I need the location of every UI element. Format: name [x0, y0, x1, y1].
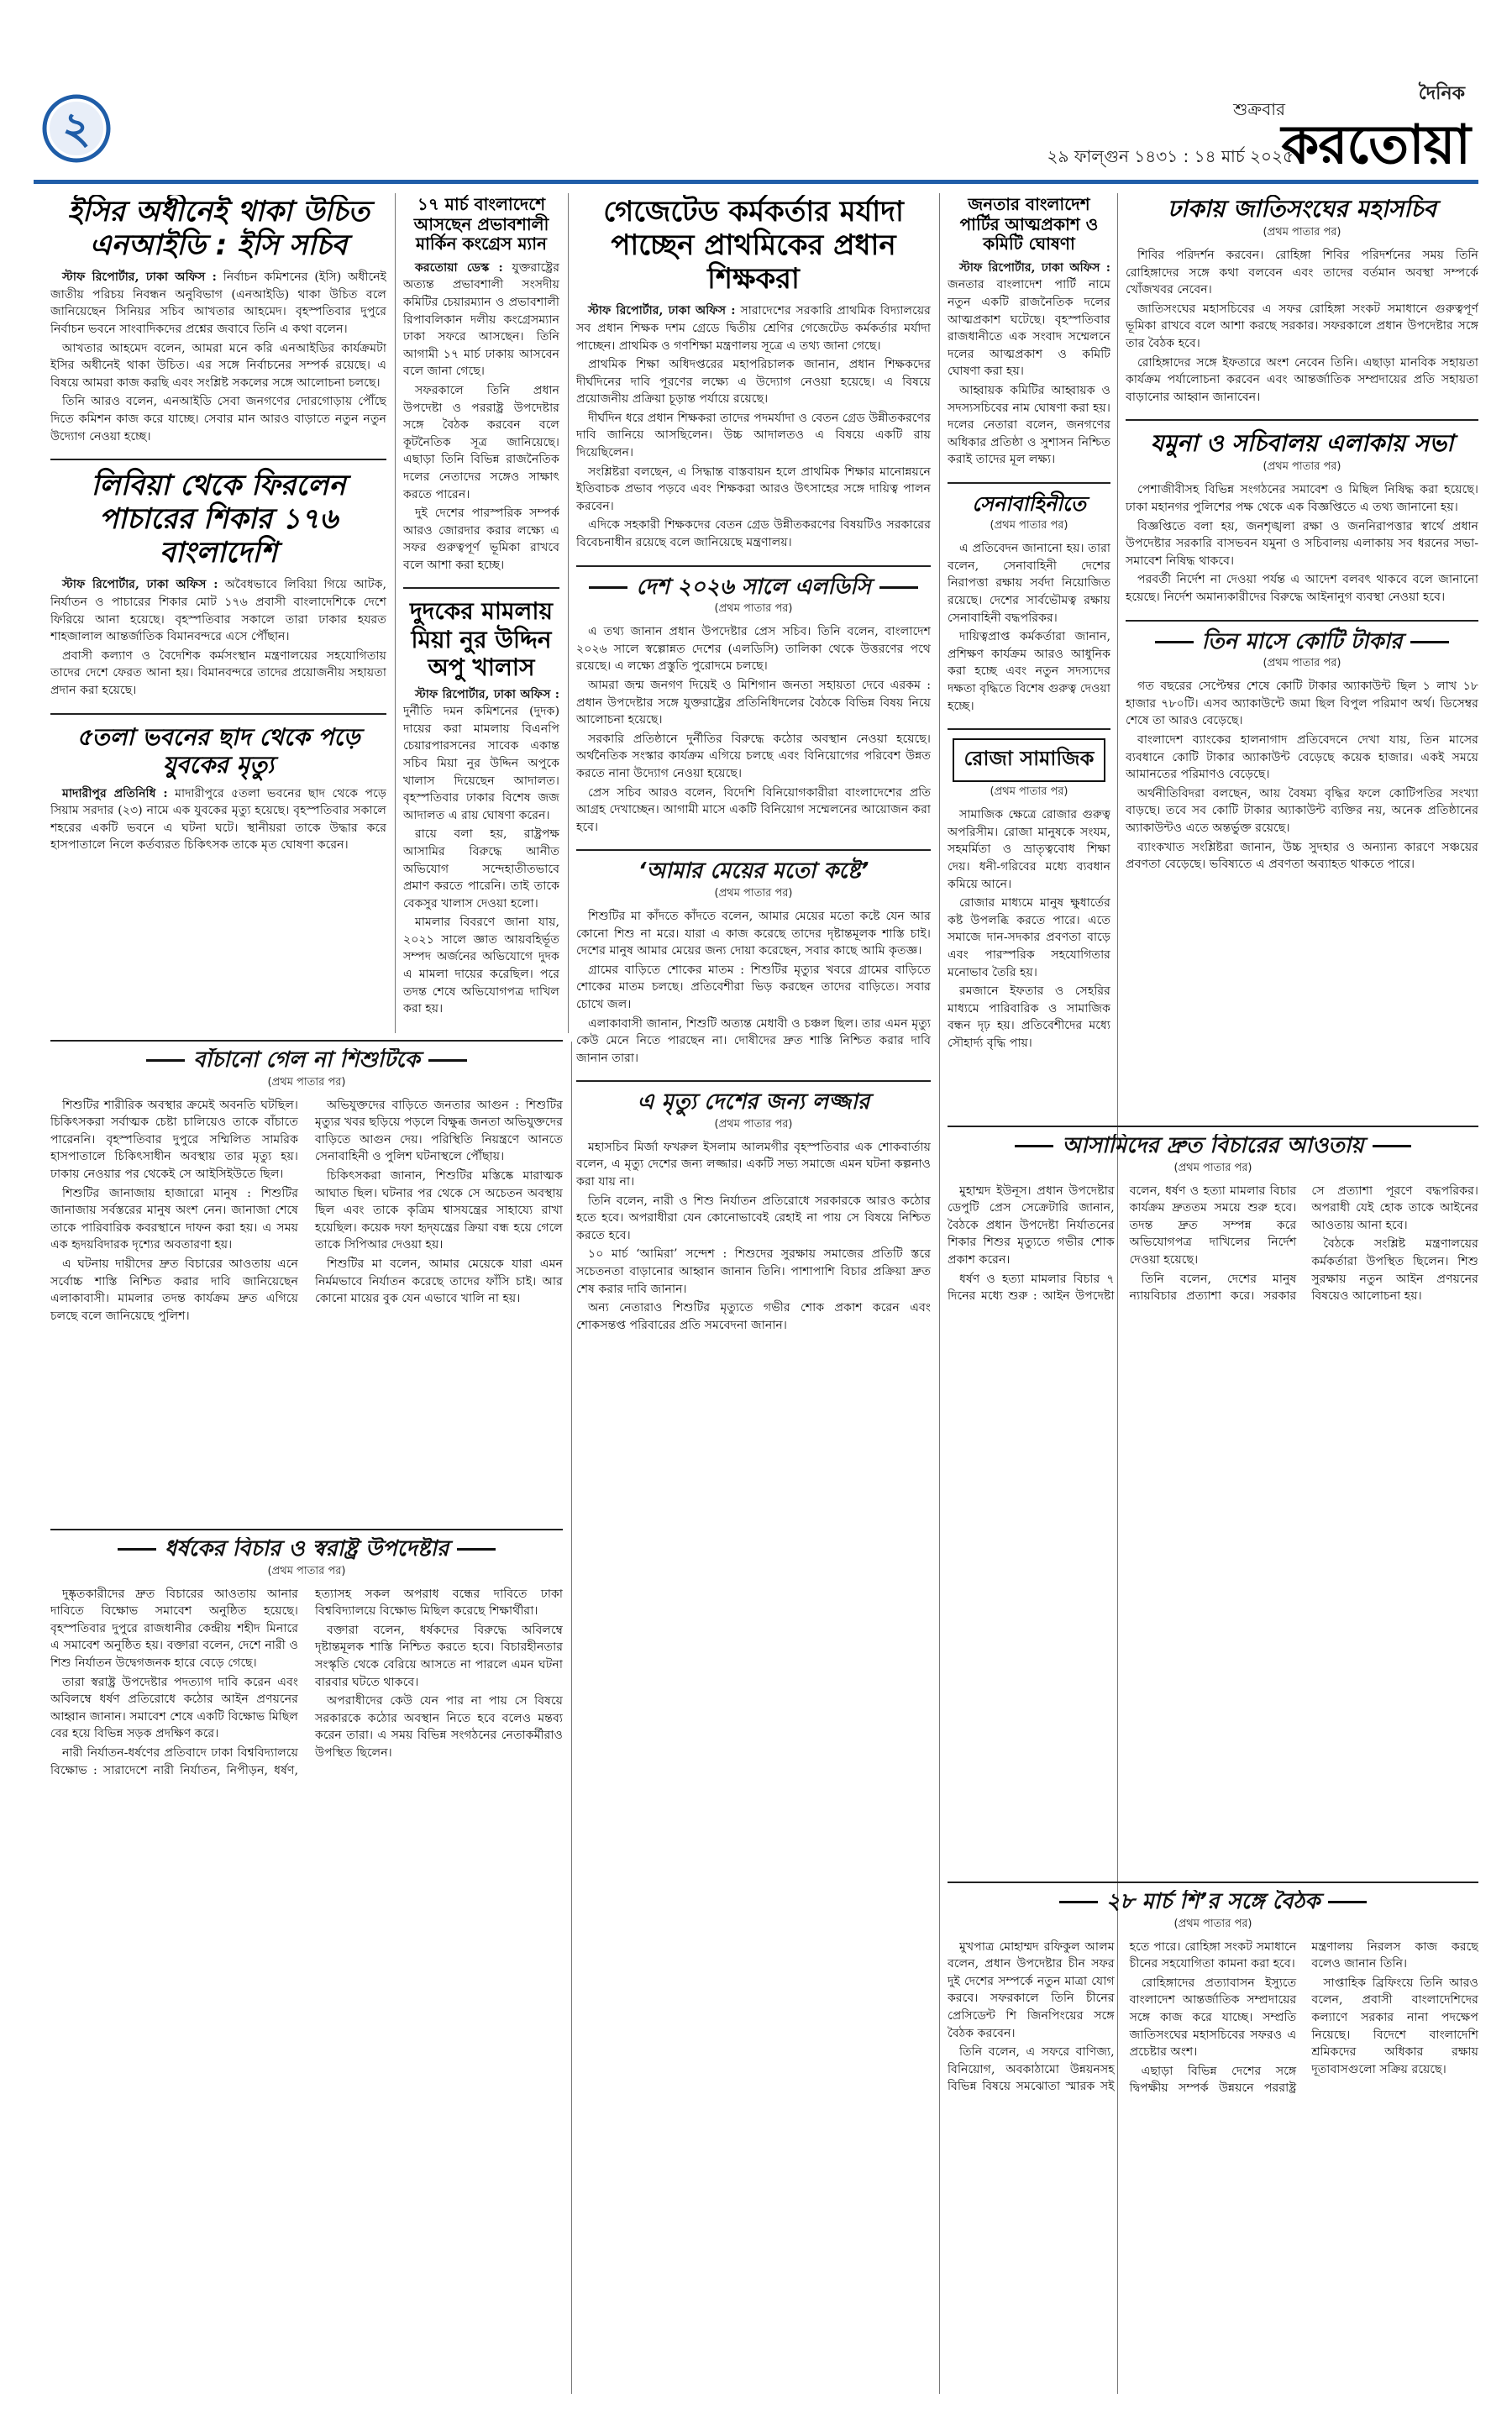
section-divider	[50, 1529, 563, 1530]
story-esi	[50, 195, 386, 445]
story-army	[948, 492, 1110, 715]
paragraph: তিনি বলেন, এ সফরে বাণিজ্য, বিনিয়োগ, অবকাঠামো উন্নয়নসহ বিভিন্ন বিষয়ে সমঝোতা স্মারক সই হতে পারে। রোহিঙ্গা সংকট সমাধানে চীনের সহযোগিতা কামনা করা হবে।	[948, 1939, 1297, 2094]
story-divider	[576, 1080, 931, 1082]
paragraph: দুষ্কৃতকারীদের দ্রুত বিচারের আওতায় আনার দাবিতে বিক্ষোভ সমাবেশ অনুষ্ঠিত হয়েছে। বৃহস্পতিবার দুপুরে রাজধানীর কেন্দ্রীয় শহীদ মিনারে এ সমাবেশ অনুষ্ঠিত হয়। বক্তারা বলেন, দেশে নারী ও শিশু নির্যাতন উদ্বেগজনক হারে বেড়ে গেছে।	[50, 1587, 298, 1670]
paragraph: যুক্তরাষ্ট্রের অত্যন্ত প্রভাবশালী সংসদীয় কমিটির চেয়ারম্যান ও প্রভাবশালী রিপাবলিকান দলীয় কংগ্রেসম্যান ঢাকা সফরে আসছেন। তিনি আগামী ১৭ মার্চ ঢাকায় আসবেন বলে জানা গেছে।	[403, 260, 559, 379]
paragraph: তারা স্বরাষ্ট্র উপদেষ্টার পদত্যাগ দাবি করেন এবং অবিলম্বে ধর্ষণ প্রতিরোধে কঠোর আইন প্রণয়নের আহ্বান জানান। সমাবেশ শেষে একটি বিক্ষোভ মিছিল বের হয়ে বিভিন্ন সড়ক প্রদক্ষিণ করে।	[50, 1675, 298, 1741]
paragraph: গ্রামের বাড়িতে শোকের মাতম : শিশুটির মৃত্যুর খবরে গ্রামের বাড়িতে শোকের মাতম চলছে। প্রতিবেশীরা ভিড় করছেন তাদের বাড়িতে। সবার চোখে জল।	[576, 963, 931, 1011]
paragraph: মামলার বিবরণে জানা যায়, ২০২১ সালে জ্ঞাত আয়বহির্ভূত সম্পদ অর্জনের অভিযোগে দুদক এ মামলা দায়ের করেছিল। পরে তদন্ত শেষে অভিযোগপত্র দাখিল করা হয়।	[403, 916, 559, 1016]
paragraph: রমজানে ইফতার ও সেহরির মাধ্যমে পারিবারিক ও সামাজিক বন্ধন দৃঢ় হয়। প্রতিবেশীদের মধ্যে সৌহার্দ্য বৃদ্ধি পায়।	[948, 984, 1110, 1050]
story-divider	[1126, 620, 1478, 622]
story-congress	[403, 195, 559, 574]
paragraph: শিশুটির জানাজায় হাজারো মানুষ : শিশুটির জানাজায় সর্বস্তরের মানুষ অংশ নেন। জানাজা শেষে তাকে পারিবারিক কবরস্থানে দাফন করা হয়। এ সময় এক হৃদয়বিদারক দৃশ্যের অবতারণা হয়।	[50, 1186, 298, 1252]
column-divider	[395, 193, 396, 1033]
column-divider	[939, 193, 940, 2394]
story-headline: ১৭ মার্চ বাংলাদেশে আসছেন প্রভাবশালী মার্কিন কংগ্রেস ম্যান	[413, 195, 549, 255]
story-headline: লিবিয়া থেকে ফিরলেন পাচারের শিকার ১৭৬ বাংলাদেশি	[91, 469, 346, 570]
story-libya	[50, 469, 386, 699]
paragraph: জাতিসংঘের মহাসচিবের এ সফর রোহিঙ্গা সংকট সমাধানে গুরুত্বপূর্ণ ভূমিকা রাখবে বলে আশা করছে সরকার। সফরকালে প্রধান উপদেষ্টার সঙ্গে তার বৈঠক হবে।	[1126, 302, 1478, 350]
story-body	[1126, 678, 1478, 874]
paragraph: মহাসচিব মির্জা ফখরুল ইসলাম আলমগীর বৃহস্পতিবার এক শোকবার্তায় বলেন, এ মৃত্যু দেশের জন্য লজ্জার। একটি সভ্য সমাজে এমন ঘটনা কল্পনাও করা যায় না।	[576, 1140, 931, 1189]
story-body	[50, 1586, 563, 1780]
paragraph: তিনি আরও বলেন, এনআইডি সেবা জনগণের দোরগোড়ায় পৌঁছে দিতে কমিশন কাজ করে যাচ্ছে। সেবার মান আরও বাড়াতে নতুন নতুন উদ্যোগ নেওয়া হচ্ছে।	[50, 395, 386, 443]
paragraph: শিশুটির শারীরিক অবস্থার ক্রমেই অবনতি ঘটছিল। চিকিৎসকরা সর্বাত্মক চেষ্টা চালিয়েও তাকে বাঁচাতে পারেননি। বৃহস্পতিবার দুপুরে সম্মিলিত সামরিক হাসপাতালে চিকিৎসাধীন অবস্থায় তার মৃত্যু হয়। ঢাকায় নেওয়ার পর থেকেই সে আইসিইউতে ছিল।	[50, 1098, 298, 1181]
story-headline: গেজেটেড কর্মকর্তার মর্যাদা পাচ্ছেন প্রাথমিকের প্রধান শিক্ষকরা	[603, 195, 904, 297]
story-body	[1126, 481, 1478, 606]
story-gazetted	[576, 195, 931, 552]
paragraph: দুই দেশের পারস্পরিক সম্পর্ক আরও জোরদার করার লক্ষ্যে এ সফর গুরুত্বপূর্ণ ভূমিকা রাখবে বলে আশা করা হচ্ছে।	[403, 506, 559, 572]
masthead	[0, 0, 1512, 189]
paragraph: এ তথ্য জানান প্রধান উপদেষ্টার প্রেস সচিব। তিনি বলেন, বাংলাদেশ ২০২৬ সালে স্বল্পোন্নত দেশের (এলডিসি) তালিকা থেকে উত্তরণের পথে রয়েছে। এ লক্ষ্যে প্রস্তুতি পুরোদমে চলছে।	[576, 625, 931, 674]
story-body	[948, 540, 1110, 715]
story-dudok	[403, 597, 559, 1017]
story-body	[576, 302, 931, 551]
section-divider	[50, 1040, 563, 1042]
story-crore	[1126, 630, 1478, 874]
newspaper-logo	[1281, 77, 1470, 176]
paragraph: বাংলাদেশ ব্যাংকের হালনাগাদ প্রতিবেদনে দেখা যায়, তিন মাসের ব্যবধানে কোটি টাকার অ্যাকাউন্ট বেড়েছে কয়েক হাজার। একই সময়ে আমানতের পরিমাণও বেড়েছে।	[1126, 732, 1478, 782]
story-headline: যমুনা ও সচিবালয় এলাকায় সভা	[1150, 429, 1454, 458]
story-mother	[576, 859, 931, 1067]
logo-big-text: করতোয়া	[1281, 114, 1470, 176]
story-body	[576, 908, 931, 1067]
story-body	[50, 576, 386, 699]
story-divider	[50, 459, 386, 460]
logo-small-text: দৈনিক	[1418, 83, 1465, 104]
story-headline: ২৮ মার্চ শি’র সঙ্গে বৈঠক	[948, 1890, 1478, 1914]
paragraph: শিশুটির মা বলেন, আমার মেয়েকে যারা এমন নির্মমভাবে নির্যাতন করেছে তাদের ফাঁসি চাই। আর কোনো মায়ের বুক যেন এভাবে খালি না হয়।	[315, 1257, 563, 1306]
paragraph: রোহিঙ্গাদের সঙ্গে ইফতারে অংশ নেবেন তিনি। এছাড়া মানবিক সহায়তা কার্যক্রম পর্যালোচনা করবেন এবং আন্তর্জাতিক সম্প্রদায়ের প্রতি সহায়তা বাড়ানোর আহ্বান জানাবেন।	[1126, 355, 1478, 404]
column-center-right	[948, 195, 1110, 1119]
paragraph: এলাকাবাসী জানান, শিশুটি অত্যন্ত মেধাবী ও চঞ্চল ছিল। তার এমন মৃত্যু কেউ মেনে নিতে পারছেন না। দোষীদের দ্রুত শাস্তি নিশ্চিত করার দাবি জানান তারা।	[576, 1016, 931, 1065]
story-ldc	[576, 575, 931, 837]
story-headline: তিন মাসে কোটি টাকার	[1126, 630, 1478, 654]
paragraph: দায়িত্বপ্রাপ্ত কর্মকর্তারা জানান, প্রশিক্ষণ কার্যক্রম আরও আধুনিক করা হচ্ছে এবং নতুন সদস্যদের দক্ষতা বৃদ্ধিতে বিশেষ গুরুত্ব দেওয়া হচ্ছে।	[948, 630, 1110, 713]
story-divider	[403, 587, 559, 589]
paragraph: পেশাজীবীসহ বিভিন্ন সংগঠনের সমাবেশ ও মিছিল নিষিদ্ধ করা হয়েছে। ঢাকা মহানগর পুলিশের পক্ষ থেকে এক বিজ্ঞপ্তিতে এ তথ্য জানানো হয়।	[1126, 483, 1478, 514]
story-headline: দেশ ২০২৬ সালে এলডিসি	[576, 575, 931, 600]
story-headline: ধর্ষকের বিচার ও স্বরাষ্ট্র উপদেষ্টার	[50, 1537, 563, 1561]
story-headline: আসামিদের দ্রুত বিচারের আওতায়	[948, 1134, 1478, 1158]
story-body	[948, 1183, 1478, 1306]
story-un	[1126, 195, 1478, 406]
story-headline: রোজা সামাজিক	[953, 738, 1106, 782]
continued-label: (প্রথম পাতার পর)	[1263, 226, 1341, 239]
paragraph: দুর্নীতি দমন কমিশনের (দুদক) দায়ের করা মামলায় বিএনপি চেয়ারপারসনের সাবেক একান্ত সচিব মিয়া নুর উদ্দিন অপুকে খালাস দিয়েছেন আদালত। বৃহস্পতিবার ঢাকার বিশেষ জজ আদালত এ রায় ঘোষণা করেন।	[403, 705, 559, 822]
story-roza	[948, 738, 1110, 1052]
column-right	[1126, 195, 1478, 1119]
story-byline: স্টাফ রিপোর্টার, ঢাকা অফিস :	[588, 304, 736, 318]
page-number-badge	[42, 94, 111, 163]
column-divider	[571, 1042, 572, 2394]
paragraph: প্রবাসী কল্যাণ ও বৈদেশিক কর্মসংস্থান মন্ত্রণালয়ের সহযোগিতায় তাদের দেশে ফেরত আনা হয়। বিমানবন্দরে তাদের প্রয়োজনীয় সহায়তা প্রদান করা হয়েছে।	[50, 648, 386, 698]
paragraph: এ ঘটনায় দায়ীদের দ্রুত বিচারের আওতায় এনে সর্বোচ্চ শাস্তি নিশ্চিত করার দাবি জানিয়েছেন এলাকাবাসী। মামলার তদন্ত কার্যক্রম দ্রুত এগিয়ে চলছে বলে জানিয়েছে পুলিশ।	[50, 1257, 298, 1323]
paragraph: গত বছরের সেপ্টেম্বর শেষে কোটি টাকার অ্যাকাউন্ট ছিল ১ লাখ ১৮ হাজার ৭৮০টি। এসব অ্যাকাউন্টে জমা ছিল বিপুল পরিমাণ অর্থ। ডিসেম্বর শেষে তা আরও বেড়েছে।	[1126, 680, 1478, 728]
story-divider	[1126, 419, 1478, 421]
paragraph: সংশ্লিষ্টরা বলছেন, এ সিদ্ধান্ত বাস্তবায়ন হলে প্রাথমিক শিক্ষার মানোন্নয়নে ইতিবাচক প্রভাব পড়বে এবং শিক্ষকরা আরও উৎসাহের সঙ্গে দায়িত্ব পালন করবেন।	[576, 464, 931, 513]
story-byline: স্টাফ রিপোর্টার, ঢাকা অফিস :	[62, 578, 218, 592]
story-speedy	[948, 1134, 1478, 1873]
story-divider	[576, 565, 931, 567]
section-divider	[948, 1882, 1478, 1883]
paragraph: প্রাথমিক শিক্ষা অধিদপ্তরের মহাপরিচালক জানান, প্রধান শিক্ষকদের দীর্ঘদিনের দাবি পূরণের লক্ষ্যে এ উদ্যোগ নেওয়া হয়েছে। এ বিষয়ে প্রয়োজনীয় প্রক্রিয়া চূড়ান্ত পর্যায়ে রয়েছে।	[576, 358, 931, 407]
paragraph: আখতার আহমেদ বলেন, আমরা মনে করি এনআইডির কার্যক্রমটা ইসির অধীনেই থাকা উচিত। এর সঙ্গে নির্বাচনের সম্পর্ক রয়েছে। এ বিষয়ে আমরা কাজ করছি এবং সংশ্লিষ্ট সকলের সঙ্গে আলোচনা চলছে।	[50, 341, 386, 390]
story-body	[576, 623, 931, 836]
paragraph: দীর্ঘদিন ধরে প্রধান শিক্ষকরা তাদের পদমর্যাদা ও বেতন গ্রেড উন্নীতকরণের দাবি জানিয়ে আসছিলেন। উচ্চ আদালতও এ বিষয়ে একটি রায় দিয়েছিলেন।	[576, 411, 931, 460]
story-body	[403, 260, 559, 575]
paragraph: এদিকে সহকারী শিক্ষকদের বেতন গ্রেড উন্নীতকরণের বিষয়টিও সরকারের বিবেচনাধীন রয়েছে বলে জানিয়েছে মন্ত্রণালয়।	[576, 518, 931, 550]
section-divider	[948, 1126, 1478, 1127]
story-body	[50, 785, 386, 854]
page-number: ২	[62, 103, 91, 154]
story-headline: সেনাবাহিনীতে	[972, 491, 1086, 516]
story-byline: স্টাফ রিপোর্টার, ঢাকা অফিস :	[959, 260, 1110, 275]
continued-label: (প্রথম পাতার পর)	[1263, 460, 1341, 474]
story-headline: এ মৃত্যু দেশের জন্য লজ্জার	[637, 1089, 870, 1115]
continued-label: (প্রথম পাতার পর)	[1263, 657, 1341, 670]
story-body	[948, 1939, 1478, 2097]
story-jamuna	[1126, 429, 1478, 606]
paragraph: অপরাধীদের কেউ যেন পার না পায় সে বিষয়ে সরকারকে কঠোর অবস্থান নিতে হবে বলেও মন্তব্য করেন তারা। এ সময় বিভিন্ন সংগঠনের নেতাকর্মীরাও উপস্থিত ছিলেন।	[315, 1694, 563, 1760]
story-byline: স্টাফ রিপোর্টার, ঢাকা অফিস :	[415, 687, 559, 701]
masthead-rule	[34, 180, 1478, 184]
paragraph: রোহিঙ্গাদের প্রত্যাবাসন ইস্যুতে বাংলাদেশ আন্তর্জাতিক সম্প্রদায়ের সঙ্গে কাজ করে যাচ্ছে। সম্প্রতি জাতিসংঘের মহাসচিবের সফরও এ প্রচেষ্টার অংশ।	[1129, 1976, 1297, 2060]
paragraph: সামাজিক ক্ষেত্রে রোজার গুরুত্ব অপরিসীম। রোজা মানুষকে সংযম, সহমর্মিতা ও ভ্রাতৃত্ববোধ শিক্ষা দেয়। ধনী-গরিবের মধ্যে ব্যবধান কমিয়ে আনে।	[948, 808, 1110, 891]
continued-label: (প্রথম পাতার পর)	[714, 602, 793, 616]
issue-date: ২৯ ফাল্গুন ১৪৩১ : ১৪ মার্চ ২০২৫	[1047, 146, 1294, 166]
story-body	[948, 260, 1110, 469]
story-shame	[576, 1090, 931, 1334]
paragraph: ১০ মার্চ ‘আমিরা’ সন্দেশ : শিশুদের সুরক্ষায় সমাজের প্রতিটি স্তরে সচেতনতা বাড়ানোর আহ্বান জানান তিনি। পাশাপাশি বিচার প্রক্রিয়া দ্রুত শেষ করার দাবি জানান।	[576, 1247, 931, 1296]
paragraph: নির্বাচন কমিশনের (ইসি) অধীনেই জাতীয় পরিচয় নিবন্ধন অনুবিভাগ (এনআইডি) থাকা উচিত বলে জানিয়েছেন সিনিয়র সচিব আখতার আহমেদ। বৃহস্পতিবার দুপুরে নির্বাচন ভবনে সাংবাদিকদের প্রশ্নের জবাবে তিনি এ কথা বলেন।	[50, 270, 386, 336]
paragraph: চিকিৎসকরা জানান, শিশুটির মস্তিষ্কে মারাত্মক আঘাত ছিল। ঘটনার পর থেকে সে অচেতন অবস্থায় ছিল এবং তাকে কৃত্রিম শ্বাসযন্ত্রের সাহায্যে রাখা হয়েছিল। কয়েক দফা হৃদ্‌যন্ত্রের ক্রিয়া বন্ধ হয়ে গেলে তাকে সিপিআর দেওয়া হয়।	[315, 1168, 563, 1252]
story-divider	[948, 728, 1110, 730]
story-body	[50, 269, 386, 445]
paragraph: তিনি বলেন, নারী ও শিশু নির্যাতন প্রতিরোধে সরকারকে আরও কঠোর হতে হবে। অপরাধীরা যেন কোনোভাবেই রেহাই না পায় সে বিষয়ে নিশ্চিত করতে হবে।	[576, 1194, 931, 1242]
paragraph: রোজার মাধ্যমে মানুষ ক্ষুধার্তের কষ্ট উপলব্ধি করতে পারে। এতে সমাজে দান-সদকার প্রবণতা বাড়ে এবং পারস্পরিক সহযোগিতার মনোভাব তৈরি হয়।	[948, 896, 1110, 979]
column-center	[576, 195, 931, 2396]
paragraph: পরবর্তী নির্দেশ না দেওয়া পর্যন্ত এ আদেশ বলবৎ থাকবে বলে জানানো হয়েছে। নির্দেশ অমান্যকারীদের বিরুদ্ধে আইনানুগ ব্যবস্থা নেওয়া হবে।	[1126, 573, 1478, 604]
paragraph: মুখপাত্র মোহাম্মদ রফিকুল আলম বলেন, প্রধান উপদেষ্টার চীন সফর দুই দেশের সম্পর্কে নতুন মাত্রা যোগ করবে। সফরকালে তিনি চীনের প্রেসিডেন্ট শি জিনপিংয়ের সঙ্গে বৈঠক করবেন।	[948, 1939, 1115, 2040]
continued-label: (প্রথম পাতার পর)	[267, 1075, 346, 1089]
continued-label: (প্রথম পাতার পর)	[267, 1564, 346, 1577]
column-narrow	[403, 195, 559, 1035]
paragraph: সাপ্তাহিক ব্রিফিংয়ে তিনি আরও বলেন, প্রবাসী বাংলাদেশিদের কল্যাণে সরকার নানা পদক্ষেপ নিয়েছে। বিদেশে বাংলাদেশি শ্রমিকদের অধিকার রক্ষায় দূতাবাসগুলো সক্রিয় রয়েছে।	[1311, 1976, 1478, 2076]
paragraph: নারী নির্যাতন-ধর্ষণের প্রতিবাদে ঢাকা বিশ্ববিদ্যালয়ে বিক্ষোভ : সারাদেশে নারী নির্যাতন, নিপীড়ন, ধর্ষণ, হত্যাসহ সকল অপরাধ বন্ধের দাবিতে ঢাকা বিশ্ববিদ্যালয়ে বিক্ষোভ মিছিল করেছে শিক্ষার্থীরা।	[50, 1587, 563, 1777]
story-divider	[576, 849, 931, 851]
paragraph: অবৈধভাবে লিবিয়া গিয়ে আটক, নির্যাতন ও পাচারের শিকার মোট ১৭৬ প্রবাসী বাংলাদেশিকে দেশে ফিরিয়ে আনা হয়েছে। বৃহস্পতিবার সকালে তারা ঢাকার হযরত শাহজালাল আন্তর্জাতিক বিমানবন্দরে এসে পৌঁছান।	[50, 578, 386, 644]
paragraph: সফরকালে তিনি প্রধান উপদেষ্টা ও পররাষ্ট্র উপদেষ্টার সঙ্গে বৈঠক করবেন বলে কূটনৈতিক সূত্র জানিয়েছে। এছাড়া তিনি বিভিন্ন রাজনৈতিক দলের নেতাদের সঙ্গেও সাক্ষাৎ করতে পারেন।	[403, 383, 559, 501]
story-byline: মাদারীপুর প্রতিনিধি :	[62, 786, 168, 800]
paragraph: এছাড়া বিভিন্ন দেশের সঙ্গে দ্বিপক্ষীয় সম্পর্ক উন্নয়নে পররাষ্ট্র মন্ত্রণালয় নিরলস কাজ করছে বলেও জানান তিনি।	[1129, 1939, 1478, 2096]
story-roof	[50, 723, 386, 854]
story-child	[50, 1048, 563, 1519]
paragraph: ধর্ষণ ও হত্যা মামলার বিচার ৭ দিনের মধ্যে শুরু : আইন উপদেষ্টা বলেন, ধর্ষণ ও হত্যা মামলার বিচার কার্যক্রম দ্রুততম সময়ে শুরু হবে। তদন্ত দ্রুত সম্পন্ন করে অভিযোগপত্র দাখিলের নির্দেশ দেওয়া হয়েছে।	[948, 1184, 1297, 1304]
story-headline: ইসির অধীনেই থাকা উচিত এনআইডি : ইসি সচিব	[67, 195, 370, 263]
story-rape-trial	[50, 1537, 563, 2394]
story-divider	[50, 713, 386, 715]
continued-label: (প্রথম পাতার পর)	[990, 519, 1068, 533]
paragraph: মাদারীপুরে ৫তলা ভবনের ছাদ থেকে পড়ে সিয়াম সরদার (২৩) নামে এক যুবকের মৃত্যু হয়েছে। বৃহস্পতিবার সকালে শহরের একটি ভবনে এ ঘটনা ঘটে। স্থানীয়রা তাকে উদ্ধার করে হাসপাতালে নিলে কর্তব্যরত চিকিৎসক তাকে মৃত ঘোষণা করেন।	[50, 786, 386, 853]
story-body	[948, 806, 1110, 1052]
continued-label: (প্রথম পাতার পর)	[1173, 1917, 1252, 1930]
paragraph: আহ্বায়ক কমিটির আহ্বায়ক ও সদস্যসচিবের নাম ঘোষণা করা হয়। দলের নেতারা বলেন, জনগণের অধিকার প্রতিষ্ঠা ও সুশাসন নিশ্চিত করাই তাদের মূল লক্ষ্য।	[948, 383, 1110, 467]
paragraph: বৈঠকে সংশ্লিষ্ট মন্ত্রণালয়ের কর্মকর্তারা উপস্থিত ছিলেন। শিশু সুরক্ষায় নতুন আইন প্রণয়নের বিষয়েও আলোচনা হয়।	[1311, 1237, 1478, 1304]
paragraph: অভিযুক্তদের বাড়িতে জনতার আগুন : শিশুটির মৃত্যুর খবর ছড়িয়ে পড়লে বিক্ষুব্ধ জনতা অভিযুক্তদের বাড়িতে আগুন দেয়। পরিস্থিতি নিয়ন্ত্রণে আনতে সেনাবাহিনী ও পুলিশ ঘটনাস্থলে পৌঁছায়।	[315, 1098, 563, 1164]
story-headline: জনতার বাংলাদেশ পার্টির আত্মপ্রকাশ ও কমিটি ঘোষণা	[959, 195, 1099, 255]
paragraph: ব্যাংকখাত সংশ্লিষ্টরা জানান, উচ্চ সুদহার ও অন্যান্য কারণে সঞ্চয়ের প্রবণতা বেড়েছে। ভবিষ্যতে এ প্রবণতা অব্যাহত থাকতে পারে।	[1126, 840, 1478, 872]
paragraph: অন্য নেতারাও শিশুটির মৃত্যুতে গভীর শোক প্রকাশ করেন এবং শোকসন্তপ্ত পরিবারের প্রতি সমবেদনা জানান।	[576, 1301, 931, 1332]
story-byline: করতোয়া ডেস্ক :	[415, 260, 503, 275]
paragraph: বক্তারা বলেন, ধর্ষকদের বিরুদ্ধে অবিলম্বে দৃষ্টান্তমূলক শাস্তি নিশ্চিত করতে হবে। বিচারহীনতার সংস্কৃতি থেকে বেরিয়ে আসতে না পারলে এমন ঘটনা বারবার ঘটতে থাকবে।	[315, 1623, 563, 1689]
paragraph: তিনি বলেন, দেশের মানুষ ন্যায়বিচার প্রত্যাশা করে। সরকার সে প্রত্যাশা পূরণে বদ্ধপরিকর। অপরাধী যেই হোক তাকে আইনের আওতায় আনা হবে।	[1129, 1184, 1478, 1304]
paragraph: প্রেস সচিব আরও বলেন, বিদেশি বিনিয়োগকারীরা বাংলাদেশের প্রতি আগ্রহ দেখাচ্ছেন। আগামী মাসে একটি বিনিয়োগ সম্মেলনের আয়োজন করা হবে।	[576, 785, 931, 834]
story-headline: দুদকের মামলায় মিয়া নুর উদ্দিন অপু খালাস	[409, 597, 554, 681]
paragraph: বিজ্ঞপ্তিতে বলা হয়, জনশৃঙ্খলা রক্ষা ও জননিরাপত্তার স্বার্থে প্রধান উপদেষ্টার সরকারি বাসভবন যমুনা ও সচিবালয় এলাকায় সব ধরনের সভা-সমাবেশ নিষিদ্ধ থাকবে।	[1126, 519, 1478, 568]
paragraph: শিশুটির মা কাঁদতে কাঁদতে বলেন, আমার মেয়ের মতো কষ্টে যেন আর কোনো শিশু না মরে। যারা এ কাজ করেছে তাদের দৃষ্টান্তমূলক শাস্তি চাই। দেশের মানুষ আমার মেয়ের জন্য দোয়া করেছেন, সবার কাছে আমি কৃতজ্ঞ।	[576, 909, 931, 958]
continued-label: (প্রথম পাতার পর)	[714, 1117, 793, 1131]
story-divider	[948, 482, 1110, 484]
paragraph: সারাদেশের সরকারি প্রাথমিক বিদ্যালয়ের সব প্রধান শিক্ষক দশম গ্রেডে দ্বিতীয় শ্রেণির গেজেটেড কর্মকর্তার মর্যাদা পাচ্ছেন। প্রাথমিক ও গণশিক্ষা মন্ত্রণালয় সূত্রে এ তথ্য জানা গেছে।	[576, 304, 931, 353]
paragraph: অর্থনীতিবিদরা বলছেন, আয় বৈষম্য বৃদ্ধির ফলে কোটিপতির সংখ্যা বাড়ছে। তবে সব কোটি টাকার অ্যাকাউন্ট ব্যক্তির নয়, অনেক প্রতিষ্ঠানের অ্যাকাউন্টও এতে অন্তর্ভুক্ত রয়েছে।	[1126, 786, 1478, 835]
story-body	[50, 1097, 563, 1325]
column-left-top	[50, 195, 386, 1035]
story-headline: ঢাকায় জাতিসংঘের মহাসচিব	[1168, 195, 1436, 223]
column-divider	[568, 193, 569, 1033]
paragraph: মুহাম্মদ ইউনূস। প্রধান উপদেষ্টার ডেপুটি প্রেস সেক্রেটারি জানান, বৈঠকে প্রধান উপদেষ্টা নির্যাতনের শিকার শিশুর মৃত্যুতে গভীর শোক প্রকাশ করেন।	[948, 1184, 1115, 1267]
story-byline: স্টাফ রিপোর্টার, ঢাকা অফিস :	[62, 270, 217, 285]
story-body	[1126, 247, 1478, 406]
paragraph: শিবির পরিদর্শন করবেন। রোহিঙ্গা শিবির পরিদর্শনের সময় তিনি রোহিঙ্গাদের সঙ্গে কথা বলবেন এবং তাদের বর্তমান অবস্থা সম্পর্কে খোঁজখবর নেবেন।	[1126, 249, 1478, 297]
story-headline: বাঁচানো গেল না শিশুটিকে	[50, 1048, 563, 1073]
paragraph: রায়ে বলা হয়, রাষ্ট্রপক্ষ আসামির বিরুদ্ধে আনীত অভিযোগ সন্দেহাতীতভাবে প্রমাণ করতে পারেনি। তাই তাকে বেকসুর খালাস দেওয়া হলো।	[403, 827, 559, 911]
paragraph: সরকারি প্রতিষ্ঠানে দুর্নীতির বিরুদ্ধে কঠোর অবস্থান নেওয়া হয়েছে। অর্থনৈতিক সংস্কার কার্যক্রম এগিয়ে চলছে এবং বিনিয়োগের পরিবেশ উন্নত করতে নানা উদ্যোগ নেওয়া হয়েছে।	[576, 732, 931, 780]
paragraph: জনতার বাংলাদেশ পার্টি নামে নতুন একটি রাজনৈতিক দলের আত্মপ্রকাশ ঘটেছে। বৃহস্পতিবার রাজধানীতে এক সংবাদ সম্মেলনে দলের আত্মপ্রকাশ ও কমিটি ঘোষণা করা হয়।	[948, 278, 1110, 379]
story-jonota	[948, 195, 1110, 469]
issue-day: শুক্রবার	[1233, 99, 1285, 119]
story-body	[576, 1139, 931, 1335]
paragraph: আমরা জন্ম জনগণ দিয়েই ও মিশিগান জনতা সহায়তা দেবে এরকম : প্রধান উপদেষ্টার সঙ্গে যুক্তরাষ্ট্রের প্রতিনিধিদলের বৈঠকে বিভিন্ন বিষয় নিয়ে আলোচনা হয়েছে।	[576, 679, 931, 727]
story-body	[403, 686, 559, 1018]
continued-label: (প্রথম পাতার পর)	[1173, 1161, 1252, 1174]
story-headline: ৫তলা ভবনের ছাদ থেকে পড়ে যুবকের মৃত্যু	[76, 722, 360, 779]
paragraph: এ প্রতিবেদন জানানো হয়। তারা বলেন, সেনাবাহিনী দেশের নিরাপত্তা রক্ষায় সর্বদা নিয়োজিত রয়েছে। দেশের সার্বভৌমত্ব রক্ষায় সেনাবাহিনী বদ্ধপরিকর।	[948, 542, 1110, 625]
story-march28	[948, 1890, 1478, 2394]
story-headline: ‘আমার মেয়ের মতো কষ্টে’	[638, 858, 869, 884]
continued-label: (প্রথম পাতার পর)	[990, 785, 1068, 799]
continued-label: (প্রথম পাতার পর)	[714, 886, 793, 900]
